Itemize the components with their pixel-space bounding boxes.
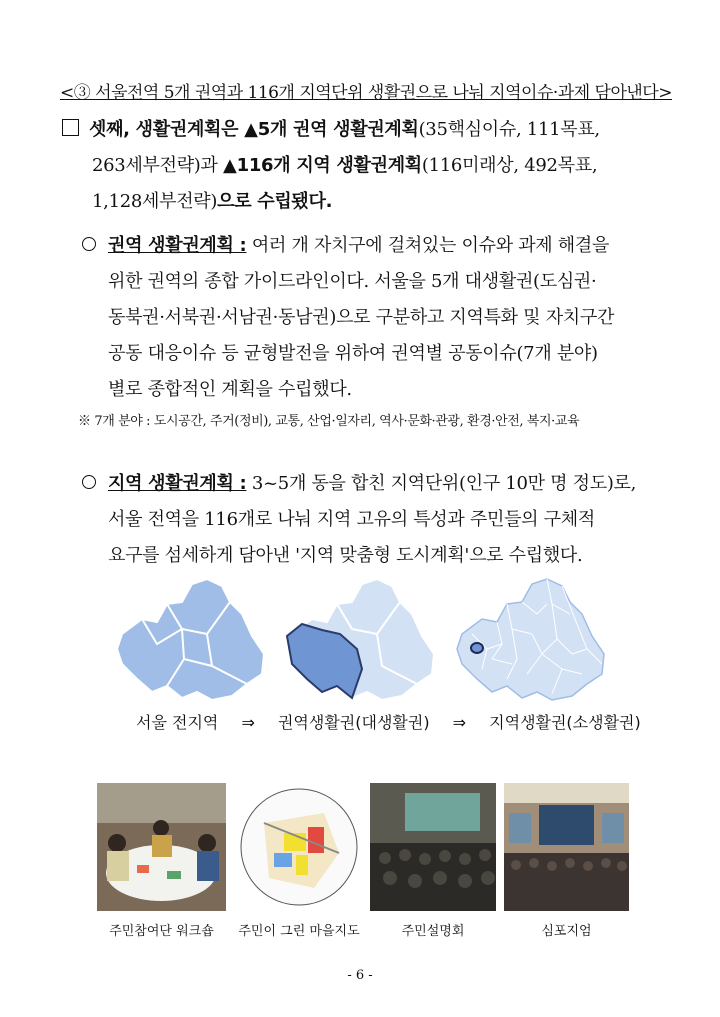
arrow-icon: ⇒ (241, 713, 255, 732)
photo-workshop (97, 783, 226, 911)
bullet-regional-plan (82, 228, 614, 408)
map-label-local: 지역생활권(소생활권) (489, 713, 641, 732)
bullet-local-plan (82, 466, 636, 574)
circle-bullet-icon (82, 475, 96, 489)
section-subtitle: <③ 서울전역 5개 권역과 116개 지역단위 생활권으로 나눠 지역이슈·과제 담아낸다> (60, 83, 672, 103)
photo-caption: 주민참여단 워크숍 (109, 924, 214, 939)
map-label-whole: 서울 전지역 (136, 713, 219, 732)
para-lead: 셋째, 생활권계획은 ▲5개 권역 생활권계획 (89, 119, 419, 140)
square-bullet-icon (62, 119, 79, 136)
bullet-text: 3~5개 동을 합친 지역단위(인구 10만 명 정도)로, (246, 473, 637, 494)
para-bold: 으로 수립됐다. (217, 191, 333, 212)
para-detail: 263세부전략)과 (92, 155, 224, 176)
para-detail: (35핵심이슈, 111목표, (418, 119, 600, 140)
seoul-map-whole (112, 574, 272, 706)
bullet-text: 서울 전역을 116개로 나눠 지역 고유의 특성과 주민들의 구체적 (108, 509, 595, 530)
photo-village-map (234, 783, 364, 911)
bullet-term: 권역 생활권계획 : (108, 235, 247, 256)
map-label-regional: 권역생활권(대생활권) (277, 713, 430, 732)
para-detail: 1,128세부전략) (92, 191, 218, 212)
bullet-text: 별로 종합적인 계획을 수립했다. (108, 379, 352, 400)
bullet-text: 요구를 섬세하게 담아낸 '지역 맞춤형 도시계획'으로 수립했다. (108, 545, 583, 566)
para-detail: (116미래상, 492목표, (421, 155, 598, 176)
arrow-icon: ⇒ (452, 713, 467, 732)
photo-caption: 주민설명회 (401, 924, 465, 939)
photo-caption: 주민이 그린 마을지도 (238, 924, 360, 939)
map-flow-labels (136, 710, 641, 733)
page-number: - 6 - (347, 968, 373, 983)
bullet-text: 동북권·서북권·서남권·동남권)으로 구분하고 지역특화 및 자치구간 (108, 307, 615, 328)
footnote: ※ 7개 분야 : 도시공간, 주거(정비), 교통, 산업·일자리, 역사·문화·관광, 환경·안전, 복지·교육 (78, 414, 580, 429)
bullet-text: 공동 대응이슈 등 균형발전을 위하여 권역별 공동이슈(7개 분야) (108, 343, 598, 364)
photo-caption: 심포지엄 (541, 924, 592, 939)
bullet-text: 여러 개 자치구에 걸쳐있는 이슈와 과제 해결을 (246, 235, 610, 256)
bullet-text: 위한 권역의 종합 가이드라인이다. 서울을 5개 대생활권(도심권· (108, 271, 597, 292)
photo-briefing (370, 783, 496, 911)
para-bold: ▲116개 지역 생활권계획 (223, 155, 422, 176)
paragraph-third (62, 112, 600, 220)
circle-bullet-icon (82, 237, 96, 251)
seoul-map-regions (282, 574, 442, 706)
seoul-map-local (452, 574, 612, 706)
photo-symposium (504, 783, 629, 911)
bullet-term: 지역 생활권계획 : (108, 473, 247, 494)
